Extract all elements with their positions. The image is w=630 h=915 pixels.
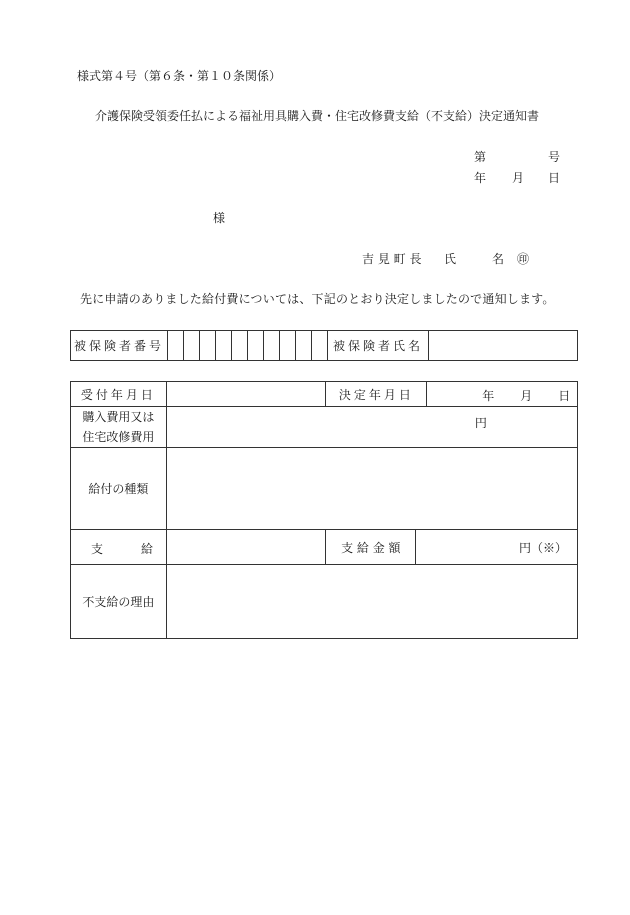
cost-label-line1: 購入費用又は bbox=[82, 410, 155, 424]
insured-number-digit[interactable] bbox=[216, 331, 232, 361]
cost-field[interactable] bbox=[166, 407, 577, 448]
issuer-mei: 名 bbox=[492, 252, 505, 266]
insured-number-digit[interactable] bbox=[184, 331, 200, 361]
decided-date-label: 決定年月日 bbox=[326, 382, 427, 407]
notice-text: 先に申請のありました給付費については、下記のとおり決定しましたので通知します。 bbox=[80, 292, 555, 306]
issuer-shi: 氏 bbox=[444, 252, 457, 266]
issue-number-suffix: 号 bbox=[548, 150, 561, 164]
insured-number-digit[interactable] bbox=[232, 331, 248, 361]
cost-label-line2: 住宅改修費用 bbox=[82, 430, 155, 444]
rejection-reason-field[interactable] bbox=[166, 565, 577, 639]
decided-year: 年 bbox=[482, 389, 495, 403]
decided-date-field[interactable] bbox=[427, 382, 578, 407]
insured-table bbox=[70, 330, 578, 361]
payment-label-2: 給 bbox=[141, 542, 154, 556]
addressee-honorific: 様 bbox=[213, 211, 226, 225]
decided-day: 日 bbox=[558, 389, 571, 403]
cost-yen: 円 bbox=[474, 416, 487, 430]
payment-amount-field[interactable]: 円（※） bbox=[416, 530, 578, 565]
benefit-kind-field[interactable] bbox=[166, 448, 577, 530]
seal-mark: ㊞ bbox=[517, 252, 530, 266]
cost-label bbox=[71, 407, 167, 448]
form-number: 様式第４号（第６条・第１０条関係） bbox=[77, 69, 282, 83]
received-date-field[interactable] bbox=[166, 382, 326, 407]
insured-number-digit[interactable] bbox=[168, 331, 184, 361]
insured-number-digit[interactable] bbox=[280, 331, 296, 361]
issuer-title: 吉 見 町 長 bbox=[362, 252, 422, 266]
insured-number-digit[interactable] bbox=[312, 331, 328, 361]
issue-number-prefix: 第 bbox=[474, 150, 487, 164]
insured-name-field[interactable] bbox=[429, 331, 578, 361]
detail-table bbox=[70, 381, 578, 639]
insured-number-digit[interactable] bbox=[296, 331, 312, 361]
payment-amount-label: 支 給 金 額 bbox=[326, 530, 416, 565]
payment-label bbox=[71, 530, 167, 565]
insured-number-label: 被保険者番号 bbox=[71, 331, 168, 361]
issue-month: 月 bbox=[512, 171, 525, 185]
issue-day: 日 bbox=[548, 171, 561, 185]
received-date-label: 受付年月日 bbox=[71, 382, 167, 407]
rejection-reason-label: 不支給の理由 bbox=[71, 565, 167, 639]
payment-label-1: 支 bbox=[91, 542, 104, 556]
issue-year: 年 bbox=[474, 171, 487, 185]
insured-name-label: 被保険者氏名 bbox=[328, 331, 429, 361]
insured-number-digit[interactable] bbox=[200, 331, 216, 361]
payment-field[interactable] bbox=[166, 530, 326, 565]
benefit-kind-label: 給付の種類 bbox=[71, 448, 167, 530]
insured-number-digit[interactable] bbox=[248, 331, 264, 361]
document-title: 介護保険受領委任払による福祉用具購入費・住宅改修費支給（不支給）決定通知書 bbox=[95, 109, 540, 123]
insured-number-digit[interactable] bbox=[264, 331, 280, 361]
decided-month: 月 bbox=[520, 389, 533, 403]
